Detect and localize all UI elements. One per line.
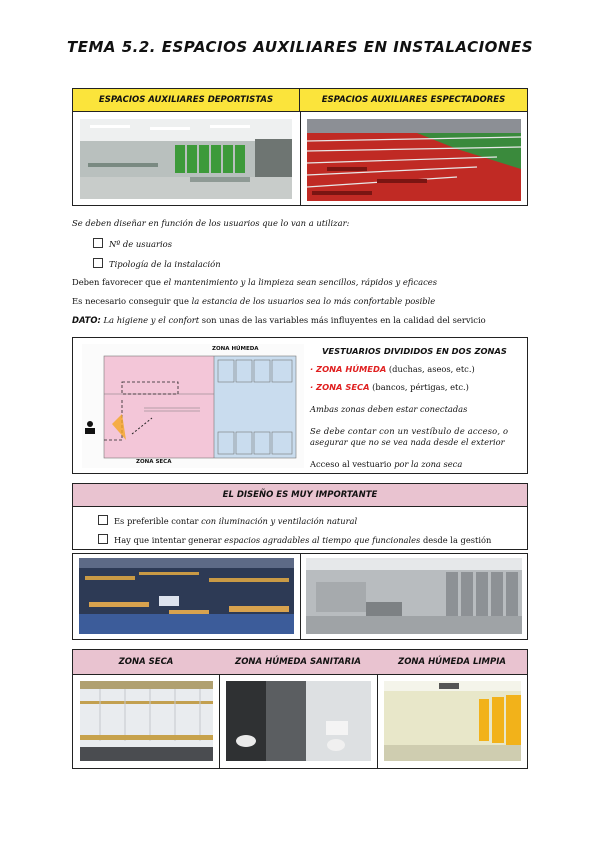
diseno-title: EL DISEÑO ES MUY IMPORTANTE <box>72 483 528 507</box>
zona-humeda-limpia-header: ZONA HÚMEDA LIMPIA <box>377 649 528 675</box>
locker-room-photo <box>80 119 292 199</box>
zona-seca-header: ZONA SECA <box>72 649 220 675</box>
vestuarios-title: VESTUARIOS DIVIDIDOS EN DOS ZONAS <box>322 346 507 356</box>
showers-photo <box>306 558 522 634</box>
diseno-item-espacios: Hay que intentar generar espacios agradables al tiempo que funcionales desde la gestión <box>98 534 491 545</box>
zona-humeda-sanitaria-header: ZONA HÚMEDA SANITARIA <box>219 649 378 675</box>
zona-seca-item: · ZONA SECA (bancos, pértigas, etc.) <box>310 382 469 392</box>
intro-text: Se deben diseñar en función de los usuarios que lo van a utilizar: <box>72 218 350 228</box>
acceso-text: Acceso al vestuario por la zona seca <box>310 459 463 469</box>
conectadas-text: Ambas zonas deben estar conectadas <box>310 404 468 414</box>
bullet-icon: · <box>310 364 317 374</box>
favor-text: Deben favorecer que el mantenimiento y la limpieza sean sencillos, rápidos y eficaces <box>72 277 438 287</box>
plan-label-seca: ZONA SECA <box>136 459 172 465</box>
zona-seca-photo <box>80 681 213 761</box>
floor-plan <box>82 344 304 468</box>
dressing-room-photo <box>79 558 294 634</box>
checkbox-icon <box>93 258 103 268</box>
diseno-item-iluminacion: Es preferible contar con iluminación y ventilación natural <box>98 515 357 526</box>
zona-humeda-sanitaria-photo <box>226 681 371 761</box>
plan-label-humeda: ZONA HÚMEDA <box>212 346 259 352</box>
page-title: TEMA 5.2. ESPACIOS AUXILIARES EN INSTALACIONES <box>66 38 534 56</box>
bullet-icon: · <box>310 382 317 392</box>
dato-text: DATO: La higiene y el confort son unas de las variables más influyentes en la calidad del servicio <box>72 315 486 325</box>
stadium-seats-photo <box>307 119 521 201</box>
checkbox-icon <box>98 534 108 544</box>
checkbox-icon <box>98 515 108 525</box>
vestibulo-text-2: asegurar que no se vea nada desde el exterior <box>310 437 505 447</box>
header-espectadores: ESPACIOS AUXILIARES ESPECTADORES <box>300 88 528 112</box>
checkbox-icon <box>93 238 103 248</box>
estancia-text: Es necesario conseguir que la estancia de los usuarios sea lo más confortable posible <box>72 296 436 306</box>
header-deportistas: ESPACIOS AUXILIARES DEPORTISTAS <box>72 88 300 112</box>
zona-humeda-item: · ZONA HÚMEDA (duchas, aseos, etc.) <box>310 364 475 374</box>
vestibulo-text-1: Se debe contar con un vestíbulo de acceso, o <box>310 426 509 436</box>
zona-humeda-limpia-photo <box>384 681 521 761</box>
checklist-item-usuarios: Nº de usuarios <box>93 238 172 249</box>
checklist-item-tipologia: Tipología de la instalación <box>93 258 221 269</box>
